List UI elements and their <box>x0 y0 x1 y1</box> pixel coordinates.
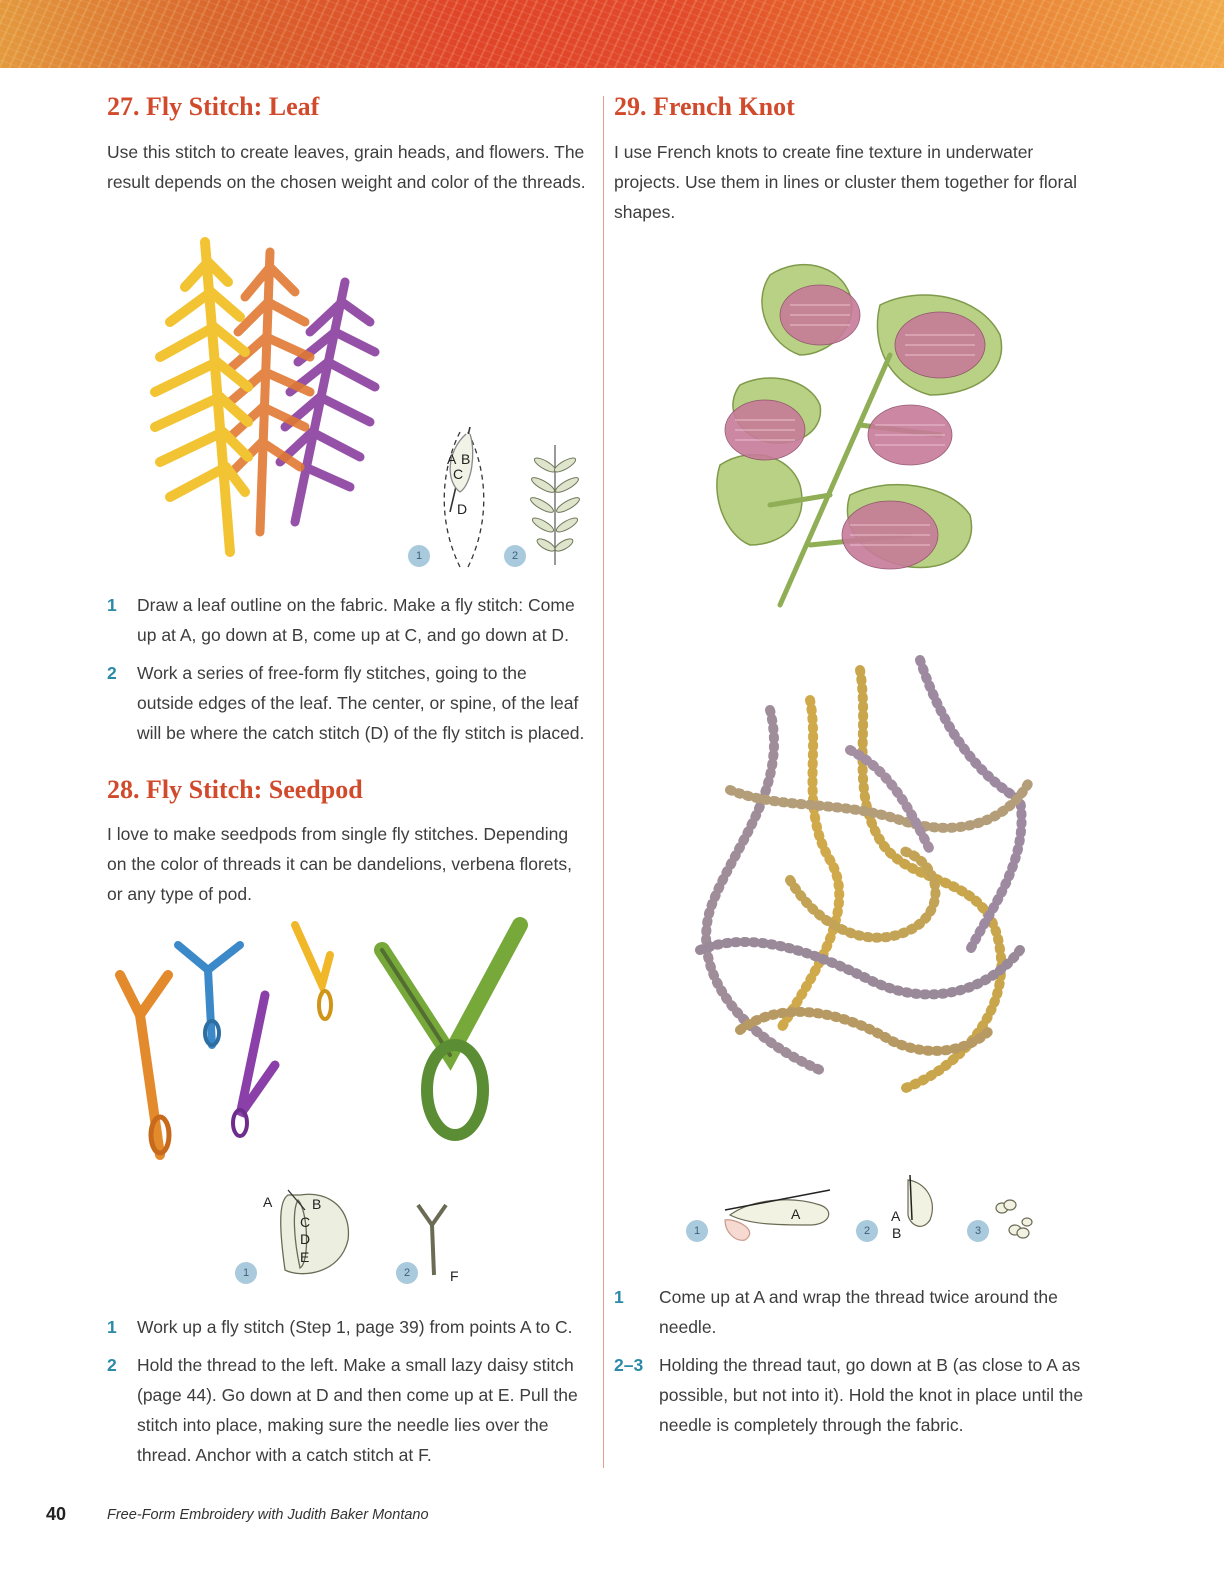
diagram-label-a: A <box>263 1194 273 1210</box>
diagram-label-c: C <box>300 1214 311 1230</box>
seedpod-step-1 <box>107 1312 587 1342</box>
diagram-label-a: A <box>791 1206 801 1222</box>
diagram-label-b: B <box>892 1225 902 1241</box>
section-intro-french-knot: I use French knots to create fine texture in underwater projects. Use them in lines or cluster them together for floral shapes. <box>614 142 1077 222</box>
step-text: Come up at A and wrap the thread twice around the needle. <box>659 1287 1058 1337</box>
step-badge-2: 2 <box>504 545 526 567</box>
step-badge-1: 1 <box>686 1220 708 1242</box>
seedpod-step-2 <box>107 1350 587 1470</box>
leaf-step2-diagram <box>525 440 585 570</box>
seedpod-diagram <box>260 1180 480 1280</box>
seedpod-illustration <box>100 915 540 1175</box>
french-knot-step-1 <box>614 1282 1104 1342</box>
step-badge-2: 2 <box>396 1262 418 1284</box>
diagram-label-d: D <box>457 501 468 517</box>
step-badge-1: 1 <box>235 1262 257 1284</box>
step-text: Draw a leaf outline on the fabric. Make a fly stitch: Come up at A, go down at B, come up at C, and go down at D. <box>137 595 575 645</box>
running-head: Free-Form Embroidery with Judith Baker Montano <box>107 1507 429 1523</box>
section-intro-seedpod: I love to make seedpods from single fly stitches. Depending on the color of threads it can be dandelions, verbena florets, or any type of pod. <box>107 824 573 904</box>
french-knot-texture-illustration <box>670 650 1050 1120</box>
section-title-french-knot: 29. French Knot <box>614 92 795 121</box>
step-number: 1 <box>107 1317 117 1337</box>
diagram-label-d: D <box>300 1231 311 1247</box>
step-text: Holding the thread taut, go down at B (as close to A as possible, but not into it). Hold the knot in place until the needle is completely through the fabric. <box>659 1355 1084 1435</box>
header-banner <box>0 0 1224 68</box>
section-intro-leaf: Use this stitch to create leaves, grain heads, and flowers. The result depends on the chosen weight and color of the threads. <box>107 142 586 192</box>
step-number: 2–3 <box>614 1355 644 1375</box>
step-badge-2: 2 <box>856 1220 878 1242</box>
step-text: Hold the thread to the left. Make a small lazy daisy stitch (page 44). Go down at D and then come up at E. Pull the stitch into place, making sure the needle lies over the thread. Anchor with a catch stitch at F. <box>137 1355 578 1465</box>
step-number: 2 <box>107 1355 117 1375</box>
column-divider <box>603 96 604 1468</box>
step-badge-3: 3 <box>967 1220 989 1242</box>
french-knot-step-2-3 <box>614 1350 1104 1440</box>
step-text: Work up a fly stitch (Step 1, page 39) from points A to C. <box>137 1317 573 1337</box>
diagram-label-e: E <box>300 1249 310 1265</box>
diagram-label-f: F <box>450 1268 459 1284</box>
diagram-label-a: A <box>447 451 457 467</box>
french-knot-flower-illustration <box>710 245 1030 645</box>
step-text: Work a series of free-form fly stitches, going to the outside edges of the leaf. The center, or spine, of the leaf will be where the catch stitch (D) of the fly stitch is placed. <box>137 663 585 743</box>
leaf-step-2 <box>107 658 587 748</box>
section-title-seedpod: 28. Fly Stitch: Seedpod <box>107 775 363 804</box>
section-title-leaf: 27. Fly Stitch: Leaf <box>107 92 320 121</box>
diagram-label-a: A <box>891 1208 901 1224</box>
leaf-step-1 <box>107 590 587 650</box>
diagram-label-b: B <box>461 451 471 467</box>
step-number: 1 <box>614 1287 624 1307</box>
diagram-label-c: C <box>453 466 464 482</box>
step-number: 1 <box>107 595 117 615</box>
page-number: 40 <box>46 1504 67 1524</box>
leaf-illustration <box>120 222 520 572</box>
diagram-label-b: B <box>312 1196 322 1212</box>
step-number: 2 <box>107 663 117 683</box>
step-badge-1: 1 <box>408 545 430 567</box>
